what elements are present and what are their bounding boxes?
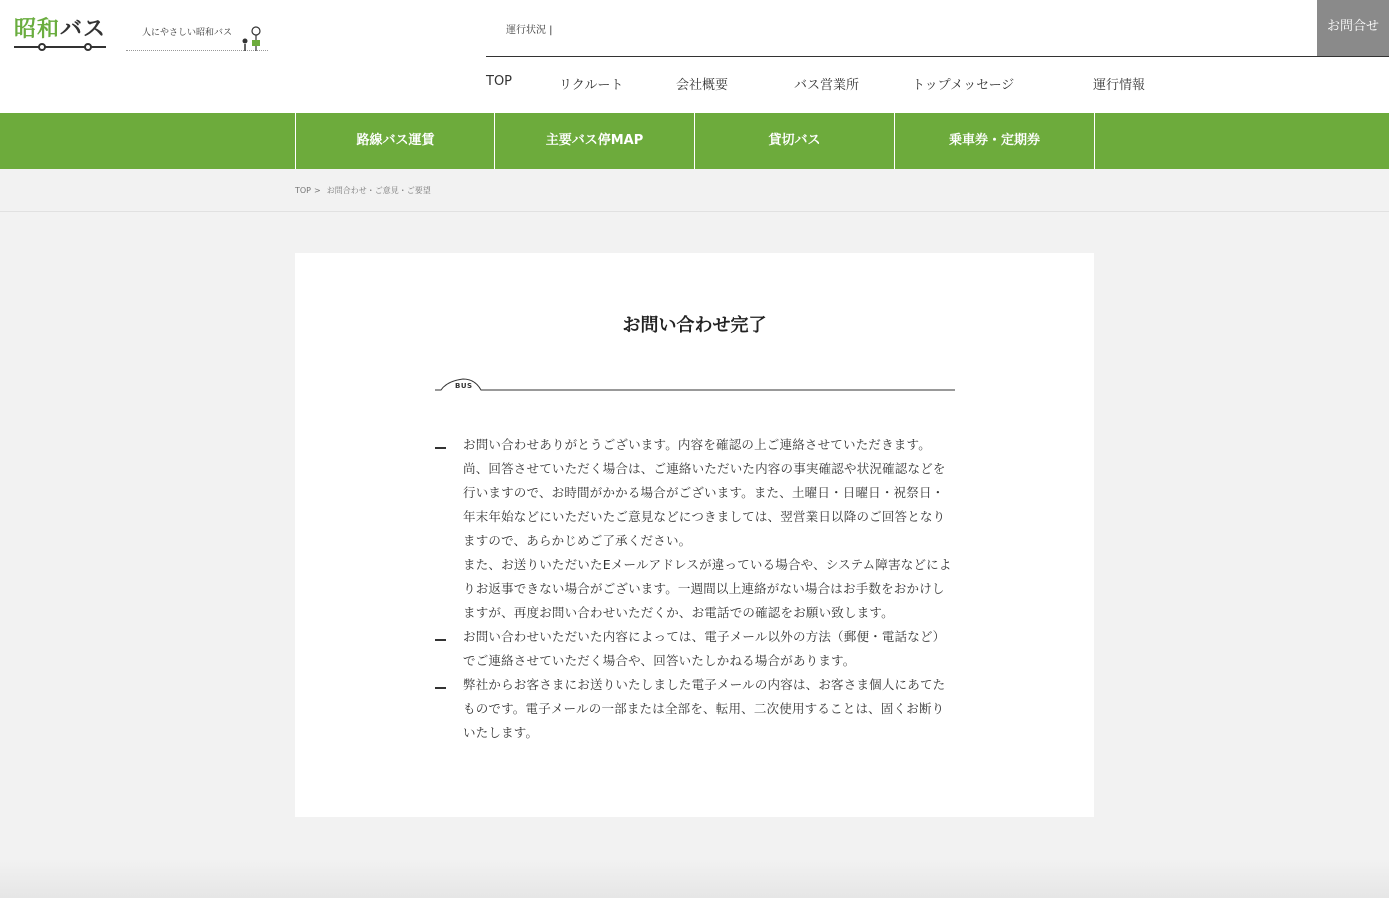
- note-line: 年末年始などにいただいたご意見などにつきましては、翌営業日以降のご回答となり: [463, 509, 946, 524]
- note-line: りお返事できない場合がございます。一週間以上連絡がない場合はお手数をおかけし: [463, 581, 945, 596]
- breadcrumb: [295, 185, 431, 196]
- nav-item-offices[interactable]: バス営業所: [794, 78, 860, 93]
- note-line: ますので、あらかじめご了承ください。: [463, 533, 692, 548]
- note-line: でご連絡させていただく場合や、回答いたしかねる場合があります。: [463, 653, 856, 668]
- contact-button[interactable]: お問合せ: [1317, 0, 1389, 56]
- note-line: ますが、再度お問い合わせいただくか、お電話での確認をお願い致します。: [463, 605, 894, 620]
- header-divider: [486, 56, 1389, 57]
- bullet-dash-icon: [435, 639, 446, 641]
- list-item: [435, 625, 955, 673]
- category-bus-stop-map[interactable]: 主要バス停MAP: [494, 113, 694, 169]
- breadcrumb-current: お問合わせ・ご意見・ご要望: [326, 186, 431, 195]
- note-line: 行いますので、お時間がかかる場合がございます。また、土曜日・日曜日・祝祭日・: [463, 485, 945, 500]
- breadcrumb-separator: >: [314, 186, 321, 195]
- bullet-dash-icon: [435, 687, 446, 689]
- tagline-banner: [126, 22, 272, 56]
- category-nav-end-divider: [1094, 113, 1095, 169]
- list-item: [435, 433, 955, 625]
- category-charter-bus[interactable]: 貸切バス: [694, 113, 894, 169]
- bullet-dash-icon: [435, 447, 446, 449]
- logo-wordmark: 昭和バス: [14, 17, 107, 42]
- note-line: お問い合わせありがとうございます。内容を確認の上ご連絡させていただきます。: [463, 437, 931, 452]
- site-logo[interactable]: [14, 12, 110, 58]
- breadcrumb-bar: [0, 169, 1389, 212]
- main-nav: [486, 74, 1246, 96]
- logo-wheel-icon: [38, 43, 46, 51]
- nav-item-company[interactable]: 会社概要: [676, 78, 729, 93]
- nav-item-recruit[interactable]: リクルート: [559, 78, 624, 93]
- note-line: 弊社からお客さまにお送りいたしました電子メールの内容は、お客さま個人にあてた: [463, 677, 946, 692]
- tagline-text: 人にやさしい昭和バス: [142, 28, 233, 38]
- category-nav: [0, 113, 1389, 169]
- breadcrumb-home-link[interactable]: TOP: [295, 186, 312, 195]
- logo-road-line: [14, 46, 106, 48]
- bus-silhouette-icon: [435, 373, 955, 393]
- category-route-fare[interactable]: 路線バス運賃: [295, 113, 495, 169]
- category-tickets-passes[interactable]: 乗車券・定期券: [894, 113, 1094, 169]
- list-item: [435, 673, 955, 745]
- note-line: また、お送りいただいたEメールアドレスが違っている場合や、システム障害などによ: [463, 557, 952, 572]
- nav-item-top[interactable]: TOP: [486, 74, 513, 89]
- nav-item-service-info[interactable]: 運行情報: [1093, 78, 1146, 93]
- bus-divider-label: BUS: [455, 382, 473, 390]
- footer-shadow: [0, 858, 1389, 898]
- bus-stop-icon: [240, 26, 264, 52]
- bus-divider: [435, 373, 955, 393]
- content-card: [295, 253, 1094, 817]
- note-line: いたします。: [463, 725, 539, 740]
- service-status-link[interactable]: 運行状況 |: [506, 25, 553, 36]
- page-title: お問い合わせ完了: [622, 315, 767, 336]
- note-line: ものです。電子メールの一部または全部を、転用、二次使用することは、固くお断り: [463, 701, 945, 716]
- note-line: 尚、回答させていただく場合は、ご連絡いただいた内容の事実確認や状況確認などを: [463, 461, 946, 476]
- nav-item-top-message[interactable]: トップメッセージ: [912, 78, 1015, 93]
- logo-wheel-icon: [84, 43, 92, 51]
- note-line: お問い合わせいただいた内容によっては、電子メール以外の方法（郵便・電話など）: [463, 629, 946, 644]
- site-header: [0, 0, 1389, 113]
- notes-list: [435, 433, 955, 745]
